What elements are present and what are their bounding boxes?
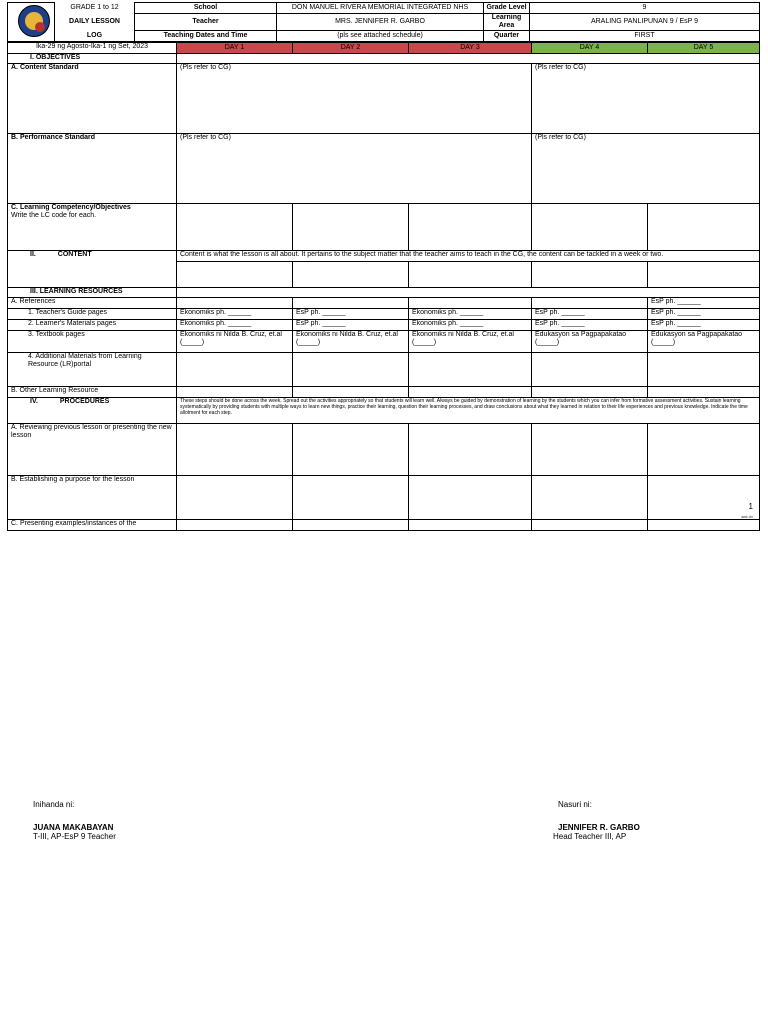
other-day-1 xyxy=(177,387,293,398)
tb-day-5: Edukasyon sa Pagpapakatao (_____) xyxy=(648,331,760,353)
lesson-table xyxy=(7,42,760,531)
lm-day-4: EsP ph. ______ xyxy=(532,320,648,331)
content-day-1 xyxy=(177,262,293,288)
tg-label: 1. Teacher's Guide pages xyxy=(8,309,177,320)
proc-b-day-1 xyxy=(177,476,293,520)
resources-blank xyxy=(177,288,760,298)
grade-level-value: 9 xyxy=(530,3,760,14)
checked-title: Head Teacher III, AP xyxy=(553,832,627,841)
grade-level-label: Grade Level xyxy=(484,3,530,14)
procedures-num: IV. xyxy=(30,398,38,405)
tg-day-2: EsP ph. ______ xyxy=(293,309,409,320)
school-label: School xyxy=(135,3,277,14)
grades-label: GRADE 1 to 12 xyxy=(55,3,135,14)
tg-day-5: EsP ph. ______ xyxy=(648,309,760,320)
resources-heading: III. LEARNING RESOURCES xyxy=(8,288,177,298)
day-4-header: DAY 4 xyxy=(532,43,648,54)
proc-b-day-3 xyxy=(409,476,532,520)
checked-name: JENNIFER R. GARBO xyxy=(558,823,640,832)
learning-area-value: ARALING PANLIPUNAN 9 / EsP 9 xyxy=(530,14,760,31)
tb-day-4: Edukasyon sa Pagpapakatao (_____) xyxy=(532,331,648,353)
page-number: 1 xyxy=(748,502,753,511)
proc-a-day-1 xyxy=(177,424,293,476)
references-day-4 xyxy=(532,298,648,309)
teacher-label: Teacher xyxy=(135,14,277,31)
deped-logo xyxy=(18,5,50,37)
references-label: A. References xyxy=(8,298,177,309)
prepared-name: JUANA MAKABAYAN xyxy=(33,823,114,832)
checked-label: Nasuri ni: xyxy=(558,800,592,809)
title-line1: DAILY LESSON xyxy=(55,14,135,31)
other-day-2 xyxy=(293,387,409,398)
proc-b-label: B. Establishing a purpose for the lesson xyxy=(8,476,177,520)
content-day-4 xyxy=(532,262,648,288)
proc-a-day-2 xyxy=(293,424,409,476)
references-day-1 xyxy=(177,298,293,309)
proc-c-day-2 xyxy=(293,520,409,531)
competency-day-1 xyxy=(177,204,293,251)
proc-c-day-4 xyxy=(532,520,648,531)
content-day-3 xyxy=(409,262,532,288)
performance-standard-ap: (Pls refer to CG) xyxy=(177,134,532,204)
content-title: CONTENT xyxy=(57,251,92,258)
references-day-5: EsP ph. ______ xyxy=(648,298,760,309)
competency-day-3 xyxy=(409,204,532,251)
additional-day-5 xyxy=(648,353,760,387)
objectives-heading: I. OBJECTIVES xyxy=(8,54,177,64)
content-day-5 xyxy=(648,262,760,288)
additional-day-3 xyxy=(409,353,532,387)
tb-label: 3. Textbook pages xyxy=(8,331,177,353)
tb-day-2: Ekonomiks ni Nilda B. Cruz, et.al (_____) xyxy=(293,331,409,353)
learning-area-label: Learning Area xyxy=(484,14,530,31)
competency-day-2 xyxy=(293,204,409,251)
day-1-header: DAY 1 xyxy=(177,43,293,54)
daily-lesson-log xyxy=(7,2,759,531)
procedures-heading xyxy=(8,398,177,424)
teacher-value: MRS. JENNIFER R. GARBO xyxy=(277,14,484,31)
title-line2: LOG xyxy=(55,31,135,42)
competency-label xyxy=(8,204,177,251)
proc-a-day-3 xyxy=(409,424,532,476)
references-day-2 xyxy=(293,298,409,309)
content-num: II. xyxy=(30,251,36,258)
other-day-4 xyxy=(532,387,648,398)
prepared-title: T-III, AP-EsP 9 Teacher xyxy=(33,832,116,841)
competency-day-4 xyxy=(532,204,648,251)
additional-day-4 xyxy=(532,353,648,387)
lm-day-3: Ekonomiks ph. ______ xyxy=(409,320,532,331)
quarter-label: Quarter xyxy=(484,31,530,42)
proc-a-day-5 xyxy=(648,424,760,476)
procedures-note: These steps should be done across the week. Spread out the activities appropriately so that students will learn well. Always be guided by demonstration of learning by the students which you can infer from formative assessment activities. Sustain learning systematically by providing students with multiple ways to learn new things, practice their learning, question their learning processes, and draw conclusions about what they learned in relation to their life experiences and previous knowledge. Indicate the time allotment for each step. xyxy=(177,398,760,424)
proc-b-day-4 xyxy=(532,476,648,520)
additional-label: 4. Additional Materials from Learning Resource (LR)portal xyxy=(8,353,177,387)
day-2-header: DAY 2 xyxy=(293,43,409,54)
competency-title: C. Learning Competency/Objectives xyxy=(11,204,131,211)
content-note: Content is what the lesson is all about. It pertains to the subject matter that the teacher aims to teach in the CG, the content can be tackled in a week or two. xyxy=(177,251,760,262)
lm-label: 2. Learner's Materials pages xyxy=(8,320,177,331)
proc-c-day-3 xyxy=(409,520,532,531)
performance-standard-label: B. Performance Standard xyxy=(8,134,177,204)
header-table xyxy=(7,2,760,42)
proc-b-day-2 xyxy=(293,476,409,520)
objectives-blank xyxy=(177,54,760,64)
proc-c-day-5 xyxy=(648,520,760,531)
procedures-title: PROCEDURES xyxy=(59,398,110,405)
school-value: DON MANUEL RIVERA MEMORIAL INTEGRATED NHS xyxy=(277,3,484,14)
dates-value: (pls see attached schedule) xyxy=(277,31,484,42)
proc-c-day-1 xyxy=(177,520,293,531)
quarter-value: FIRST xyxy=(530,31,760,42)
content-standard-label: A. Content Standard xyxy=(8,64,177,134)
tg-day-1: Ekonomiks ph. ______ xyxy=(177,309,293,320)
competency-day-5 xyxy=(648,204,760,251)
day-3-header: DAY 3 xyxy=(409,43,532,54)
tb-day-1: Ekonomiks ni Nilda B. Cruz, et.al (_____) xyxy=(177,331,293,353)
checked-by-block xyxy=(553,800,640,841)
performance-standard-esp: (Pls refer to CG) xyxy=(532,134,760,204)
lm-day-5: EsP ph. ______ xyxy=(648,320,760,331)
day-5-header: DAY 5 xyxy=(648,43,760,54)
lm-day-1: Ekonomiks ph. ______ xyxy=(177,320,293,331)
week-dates: Ika-29 ng Agosto-Ika-1 ng Set, 2023 xyxy=(8,43,177,54)
tg-day-4: EsP ph. ______ xyxy=(532,309,648,320)
references-day-3 xyxy=(409,298,532,309)
tg-day-3: Ekonomiks ph. ______ xyxy=(409,309,532,320)
other-resource-label: B. Other Learning Resource xyxy=(8,387,177,398)
tb-day-3: Ekonomiks ni Nilda B. Cruz, et.al (_____) xyxy=(409,331,532,353)
proc-b-day-5 xyxy=(648,476,760,520)
content-day-2 xyxy=(293,262,409,288)
other-day-3 xyxy=(409,387,532,398)
competency-note: Write the LC code for each. xyxy=(11,212,97,219)
proc-a-day-4 xyxy=(532,424,648,476)
prepared-by-block xyxy=(33,800,116,841)
dates-label: Teaching Dates and Time xyxy=(135,31,277,42)
proc-a-label: A. Reviewing previous lesson or presenting the new lesson xyxy=(8,424,177,476)
proc-c-label: C. Presenting examples/instances of the xyxy=(8,520,177,531)
other-day-5 xyxy=(648,387,760,398)
page-code: aak.dv xyxy=(741,514,753,519)
lm-day-2: EsP ph. ______ xyxy=(293,320,409,331)
additional-day-1 xyxy=(177,353,293,387)
content-standard-esp: (Pls refer to CG) xyxy=(532,64,760,134)
content-heading xyxy=(8,251,177,288)
prepared-label: Inihanda ni: xyxy=(33,800,75,809)
content-standard-ap: (Pls refer to CG) xyxy=(177,64,532,134)
additional-day-2 xyxy=(293,353,409,387)
